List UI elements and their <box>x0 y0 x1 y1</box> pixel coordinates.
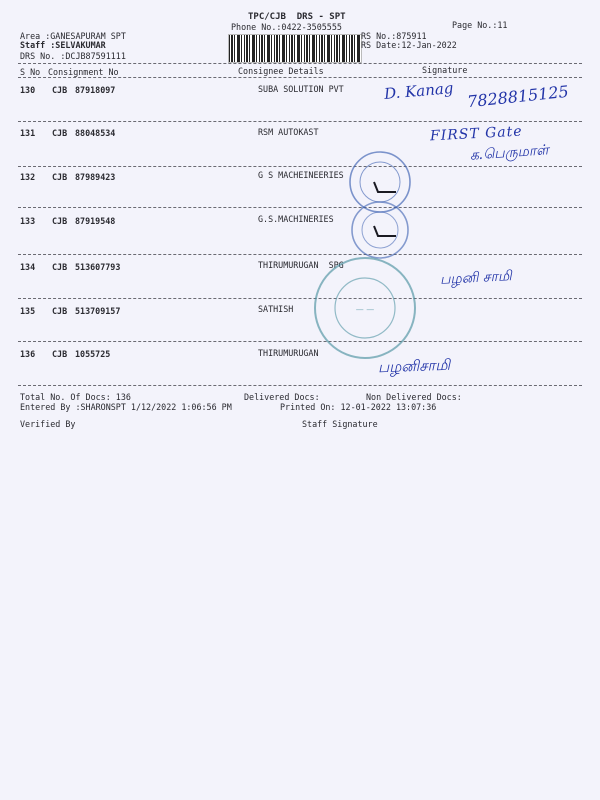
phone-number: Phone No.:0422-3505555 <box>231 22 342 32</box>
divider <box>18 207 582 208</box>
row-consignee: SATHISH <box>258 304 294 314</box>
row-prefix: CJB <box>52 306 68 316</box>
divider <box>18 121 582 122</box>
entered-by: Entered By :SHARONSPT 1/12/2022 1:06:56 PM <box>20 402 232 412</box>
rs-date: RS Date:12-Jan-2022 <box>361 40 457 50</box>
handwritten-signature-tamil: க.பெருமாள் <box>469 142 550 164</box>
handwritten-signature-tamil: பழனி சாமி <box>439 268 513 288</box>
row-consignment-no: 87989423 <box>75 172 116 182</box>
divider <box>18 341 582 342</box>
divider <box>18 63 582 64</box>
row-prefix: CJB <box>52 216 68 226</box>
staff-signature: Staff Signature <box>302 419 378 429</box>
row-consignee: RSM AUTOKAST <box>258 127 319 137</box>
barcode-image <box>228 34 362 63</box>
divider <box>18 385 582 386</box>
page-number: Page No.:11 <box>452 20 508 30</box>
handwritten-signature-tamil: பழனிசாமி <box>377 355 451 377</box>
row-prefix: CJB <box>52 85 68 95</box>
row-consignment-no: 513607793 <box>75 262 121 272</box>
row-consignee: G S MACHEINEERIES <box>258 170 344 180</box>
staff-label: Staff :SELVAKUMAR <box>20 40 106 50</box>
row-consignment-no: 513709157 <box>75 306 121 316</box>
row-prefix: CJB <box>52 172 68 182</box>
total-docs: Total No. Of Docs: 136 <box>20 392 131 402</box>
handwritten-phone: 7828815125 <box>466 81 570 112</box>
area-label: Area :GANESAPURAM SPT <box>20 31 126 41</box>
col-header-sno: S No <box>20 67 41 77</box>
handwritten-note: FIRST Gate <box>429 123 523 145</box>
row-sno: 132 <box>20 172 36 182</box>
divider <box>18 254 582 255</box>
row-prefix: CJB <box>52 349 68 359</box>
company-stamp <box>312 255 418 361</box>
rs-number: RS No.:875911 <box>361 31 427 41</box>
col-header-consignee: Consignee Details <box>238 66 324 76</box>
row-consignment-no: 87918097 <box>75 85 116 95</box>
row-sno: 133 <box>20 216 36 226</box>
row-sno: 130 <box>20 85 36 95</box>
drs-number: DRS No. :DCJB87591111 <box>20 51 126 61</box>
doc-title: TPC/CJB DRS - SPT <box>248 12 346 22</box>
row-consignee: G.S.MACHINERIES <box>258 214 334 224</box>
row-consignee: THIRUMURUGAN <box>258 348 319 358</box>
row-sno: 131 <box>20 128 36 138</box>
row-consignment-no: 88048534 <box>75 128 116 138</box>
divider <box>18 77 582 78</box>
row-prefix: CJB <box>52 262 68 272</box>
handwritten-signature: D. Kanag <box>383 79 455 103</box>
row-sno: 134 <box>20 262 36 272</box>
row-consignee: THIRUMURUGAN SPG <box>258 260 344 270</box>
row-consignment-no: 1055725 <box>75 349 111 359</box>
divider <box>18 298 582 299</box>
row-consignment-no: 87919548 <box>75 216 116 226</box>
verified-by: Verified By <box>20 419 76 429</box>
printed-on: Printed On: 12-01-2022 13:07:36 <box>280 402 437 412</box>
row-consignee: SUBA SOLUTION PVT <box>258 84 344 94</box>
delivered-docs: Delivered Docs: <box>244 392 320 402</box>
row-sno: 135 <box>20 306 36 316</box>
row-sno: 136 <box>20 349 36 359</box>
company-stamp <box>342 150 422 260</box>
non-delivered-docs: Non Delivered Docs: <box>366 392 462 402</box>
row-prefix: CJB <box>52 128 68 138</box>
col-header-consignment: Consignment No <box>48 67 119 77</box>
col-header-signature: Signature <box>422 65 468 75</box>
svg-text:— —: — — <box>355 305 375 314</box>
divider <box>18 166 582 167</box>
